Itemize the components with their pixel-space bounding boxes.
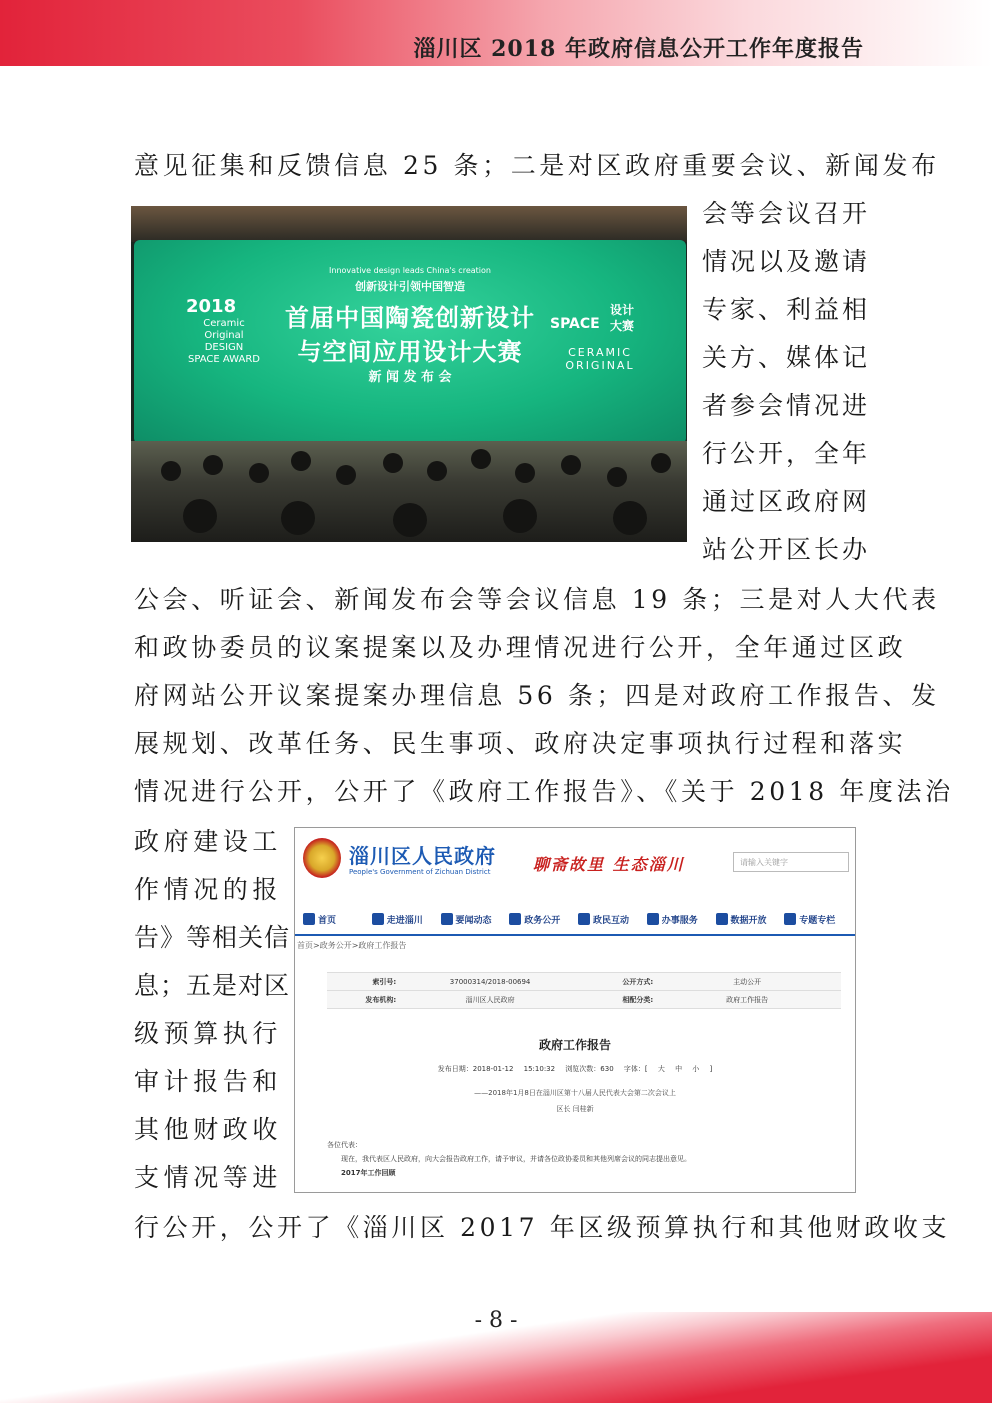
people-icon [578,913,590,925]
meta-table [327,972,841,1009]
screen-right-brand-2: 设计 大赛 [610,303,635,333]
nav-item: 专题专栏 [784,908,853,930]
page-number: - 8 - [474,1308,518,1333]
right-column-line: 关方、媒体记 [702,343,871,372]
right-column-line: 者参会情况进 [702,391,871,420]
left-column-line: 审计报告和 [134,1067,283,1096]
left-column-line: 告》等相关信 [134,923,291,952]
building-icon [372,913,384,925]
pie-chart-icon [716,913,728,925]
nav-item: 政民互动 [578,908,647,930]
right-column-line: 行公开，全年 [702,439,871,468]
site-nav [303,908,853,930]
national-emblem-icon [303,838,341,878]
press-conference-photo [131,206,687,542]
star-icon [647,913,659,925]
search-input: 请输入关键字 [733,852,849,872]
left-column-line: 息；五是对区 [134,971,291,1000]
body-line-top: 意见征集和反馈信息 25 条；二是对区政府重要会议、新闻发布 [134,151,940,180]
body-line: 公会、听证会、新闻发布会等会议信息 19 条；三是对人大代表 [134,585,940,614]
left-column-line: 其他财政收 [134,1115,283,1144]
nav-item: 要闻动态 [441,908,510,930]
right-column-line: 站公开区长办 [702,535,871,564]
left-column-line: 级预算执行 [134,1019,283,1048]
doc-subtitle: ——2018年1月8日在淄川区第十八届人民代表大会第二次会议上 [474,1089,676,1097]
site-slogan: 聊斋故里 生态淄川 [533,855,685,874]
document-icon [509,913,521,925]
screen-right-brand-1: SPACE [550,316,600,332]
ceiling [131,206,687,242]
doc-info: 发布日期：2018-01-12 15:10:32 浏览次数：630 字体：[ 大 中 小 ] [437,1065,713,1073]
screen-top-cn: 创新设计引领中国智造 [355,280,465,293]
screen-top-en: Innovative design leads China's creation [329,266,491,275]
doc-title: 政府工作报告 [538,1038,611,1052]
screen-left-brand: Ceramic Original DESIGN SPACE AWARD [188,318,261,365]
home-icon [303,913,315,925]
right-column-line: 通过区政府网 [702,487,871,516]
right-column-line: 专家、利益相 [702,295,871,324]
left-column-line: 作情况的报 [134,875,283,904]
meta-row: 发布机构: 淄川区人民政府 相配分类: 政府工作报告 [327,991,841,1009]
body-line-bottom: 行公开，公开了《淄川区 2017 年区级预算执行和其他财政收支 [134,1213,951,1242]
meta-row: 索引号: 37000314/2018-00694 公开方式: 主动公开 [327,973,841,991]
right-column-line: 会等会议召开 [702,199,871,228]
screen-right-brand-3: CERAMIC ORIGINAL [565,346,635,372]
nav-item: 政务公开 [509,908,578,930]
audience [131,441,687,542]
left-column-line: 支情况等进 [134,1163,283,1192]
nav-item: 首页 [303,908,372,930]
nav-divider [295,934,855,936]
screen-title-2: 与空间应用设计大赛 [297,338,523,366]
screen-title-3: 新 闻 发 布 会 [368,370,452,385]
doc-body: 各位代表： 现在，我代表区人民政府，向大会报告政府工作，请予审议，并请各位政协委员和其他列席会议的同志提出意见。 2017年工作回顾 [327,1141,691,1177]
website-screenshot [294,827,856,1193]
nav-item: 办事服务 [647,908,716,930]
news-icon [441,913,453,925]
site-name: 淄川区人民政府 [349,844,496,868]
left-column-line: 政府建设工 [134,827,283,856]
body-line: 展规划、改革任务、民生事项、政府决定事项执行过程和落实 [134,729,907,758]
nav-item: 数据开放 [716,908,785,930]
screen-title-1: 首届中国陶瓷创新设计 [285,304,535,332]
screen-year: 2018 [186,296,237,317]
doc-author: 区长 闫桂新 [556,1105,594,1113]
site-name-en: People's Government of Zichuan District [349,868,491,876]
bookmark-icon [784,913,796,925]
breadcrumb: 首页>政务公开>政府工作报告 [297,941,407,950]
nav-item: 走进淄川 [372,908,441,930]
body-line: 府网站公开议案提案办理信息 56 条；四是对政府工作报告、发 [134,681,940,710]
led-screen [134,240,686,444]
right-column-line: 情况以及邀请 [702,247,871,276]
body-line: 和政协委员的议案提案以及办理情况进行公开，全年通过区政 [134,633,907,662]
report-title: 淄川区 2018 年政府信息公开工作年度报告 [413,36,864,62]
body-line: 情况进行公开，公开了《政府工作报告》、《关于 2018 年度法治 [134,777,954,806]
